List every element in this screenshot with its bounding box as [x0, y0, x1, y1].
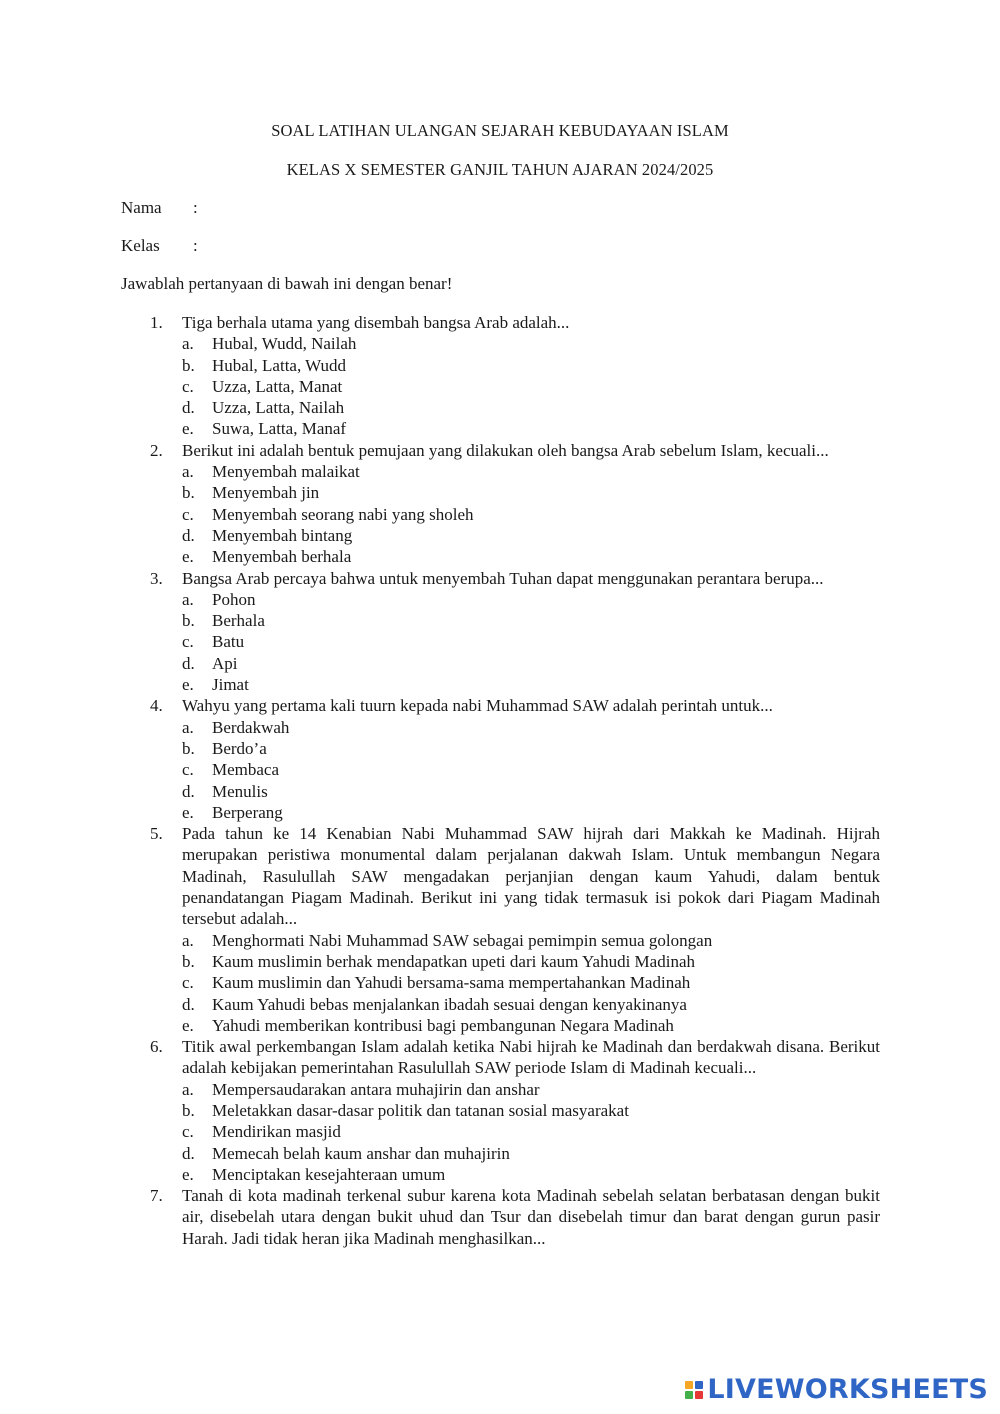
option-letter: e.: [182, 547, 194, 567]
option-letter: b.: [182, 1100, 195, 1120]
question-item: [150, 823, 880, 1036]
answer-option: [182, 333, 880, 354]
option-text: Berdo’a: [212, 738, 267, 758]
answer-option: [182, 1079, 880, 1100]
question-number: 3.: [150, 568, 163, 588]
option-text: Menyembah berhala: [212, 547, 352, 567]
answer-option: [182, 355, 880, 376]
option-list: [182, 1079, 880, 1185]
option-letter: b.: [182, 355, 195, 375]
question-text: Titik awal perkembangan Islam adalah ketika Nabi hijrah ke Madinah dan berdakwah disana. Berikut adalah kebijakan pemerintahan Rasulullah SAW periode Islam di Madinah kecuali...: [182, 1037, 880, 1078]
question-item: [150, 312, 880, 440]
option-letter: a.: [182, 589, 194, 609]
question-number: 5.: [150, 824, 163, 844]
option-letter: c.: [182, 632, 194, 652]
option-letter: d.: [182, 1143, 195, 1163]
answer-option: [182, 589, 880, 610]
question-text: Wahyu yang pertama kali tuurn kepada nabi Muhammad SAW adalah perintah untuk...: [182, 696, 773, 716]
nama-label: Nama: [121, 198, 162, 217]
option-letter: a.: [182, 717, 194, 737]
question-item: [150, 1036, 880, 1185]
option-text: Menyembah bintang: [212, 525, 353, 545]
answer-option: [182, 717, 880, 738]
option-text: Menciptakan kesejahteraan umum: [212, 1164, 446, 1184]
answer-option: [182, 504, 880, 525]
option-letter: b.: [182, 738, 195, 758]
option-list: [182, 717, 880, 823]
answer-option: [182, 951, 880, 972]
option-text: Berperang: [212, 802, 283, 822]
option-letter: c.: [182, 376, 194, 396]
option-text: Hubal, Wudd, Nailah: [212, 334, 357, 354]
option-text: Meletakkan dasar-dasar politik dan tatanan sosial masyarakat: [212, 1100, 629, 1120]
option-letter: a.: [182, 930, 194, 950]
option-text: Kaum Yahudi bebas menjalankan ibadah sesuai dengan kenyakinanya: [212, 994, 687, 1014]
option-letter: e.: [182, 419, 194, 439]
option-text: Uzza, Latta, Manat: [212, 376, 343, 396]
answer-option: [182, 1143, 880, 1164]
option-letter: e.: [182, 1015, 194, 1035]
option-letter: d.: [182, 653, 195, 673]
option-list: [182, 589, 880, 695]
option-text: Yahudi memberikan kontribusi bagi pembangunan Negara Madinah: [212, 1015, 674, 1035]
question-list: [150, 312, 880, 1249]
option-text: Kaum muslimin berhak mendapatkan upeti dari kaum Yahudi Madinah: [212, 951, 695, 971]
question-text: Pada tahun ke 14 Kenabian Nabi Muhammad SAW hijrah dari Makkah ke Madinah. Hijrah merupakan peristiwa monumental dalam perjalanan dakwah Islam. Untuk membangun Negara Madinah, Rasulullah SAW mengadakan perjanjian dengan kaum Yahudi, dalam bentuk penandatangan Piagam Madinah. Berikut ini yang tidak termasuk isi pokok dari Piagam Madinah tersebut adalah...: [182, 824, 880, 929]
answer-option: [182, 1164, 880, 1185]
option-text: Batu: [212, 632, 245, 652]
answer-option: [182, 1015, 880, 1036]
answer-option: [182, 759, 880, 780]
option-letter: d.: [182, 525, 195, 545]
option-letter: e.: [182, 802, 194, 822]
option-letter: c.: [182, 1122, 194, 1142]
option-text: Mendirikan masjid: [212, 1122, 341, 1142]
option-letter: d.: [182, 398, 195, 418]
option-text: Pohon: [212, 589, 256, 609]
question-number: 4.: [150, 696, 163, 716]
option-text: Api: [212, 653, 238, 673]
option-text: Menyembah seorang nabi yang sholeh: [212, 504, 474, 524]
option-text: Memecah belah kaum anshar dan muhajirin: [212, 1143, 510, 1163]
option-list: [182, 930, 880, 1036]
option-text: Jimat: [212, 675, 249, 695]
option-text: Membaca: [212, 760, 280, 780]
watermark-text: LIVEWORKSHEETS: [707, 1374, 988, 1405]
kelas-label: Kelas: [121, 236, 160, 255]
question-number: 1.: [150, 313, 163, 332]
question-item: [150, 695, 880, 823]
option-letter: e.: [182, 1164, 194, 1184]
answer-option: [182, 674, 880, 695]
option-letter: a.: [182, 1079, 194, 1099]
question-number: 6.: [150, 1037, 163, 1057]
question-item: [150, 1185, 880, 1249]
answer-option: [182, 802, 880, 823]
answer-option: [182, 376, 880, 397]
page-subtitle: KELAS X SEMESTER GANJIL TAHUN AJARAN 2024/2025: [286, 160, 714, 179]
question-text: Tanah di kota madinah terkenal subur karena kota Madinah sebelah selatan berbatasan dengan bukit air, disebelah utara dengan bukit uhud dan Tsur dan disebelah timur dan barat dengan gurun pasir Harah. Jadi tidak heran jika Madinah menghasilkan...: [182, 1186, 880, 1248]
answer-option: [182, 930, 880, 951]
answer-option: [182, 610, 880, 631]
option-text: Menyembah jin: [212, 483, 320, 503]
option-text: Menghormati Nabi Muhammad SAW sebagai pemimpin semua golongan: [212, 930, 713, 950]
answer-option: [182, 653, 880, 674]
question-number: 2.: [150, 440, 163, 460]
answer-option: [182, 781, 880, 802]
question-text: Berikut ini adalah bentuk pemujaan yang dilakukan oleh bangsa Arab sebelum Islam, kecuali...: [182, 440, 829, 460]
option-letter: b.: [182, 951, 195, 971]
option-list: [182, 461, 880, 567]
answer-option: [182, 397, 880, 418]
option-letter: e.: [182, 675, 194, 695]
option-letter: b.: [182, 611, 195, 631]
answer-option: [182, 1121, 880, 1142]
instruction: Jawablah pertanyaan di bawah ini dengan benar!: [121, 274, 453, 293]
option-text: Berdakwah: [212, 717, 290, 737]
option-text: Menyembah malaikat: [212, 462, 360, 482]
answer-option: [182, 1100, 880, 1121]
question-text: Bangsa Arab percaya bahwa untuk menyembah Tuhan dapat menggunakan perantara berupa...: [182, 568, 824, 588]
nama-separator: :: [193, 198, 198, 217]
option-letter: a.: [182, 334, 194, 354]
answer-option: [182, 738, 880, 759]
question-item: [150, 568, 880, 696]
option-text: Hubal, Latta, Wudd: [212, 355, 347, 375]
option-letter: b.: [182, 483, 195, 503]
option-letter: d.: [182, 994, 195, 1014]
question-text: Tiga berhala utama yang disembah bangsa Arab adalah...: [182, 313, 570, 332]
option-text: Berhala: [212, 611, 265, 631]
option-text: Menulis: [212, 781, 268, 801]
option-text: Kaum muslimin dan Yahudi bersama-sama mempertahankan Madinah: [212, 973, 691, 993]
option-text: Uzza, Latta, Nailah: [212, 398, 345, 418]
kelas-separator: :: [193, 236, 198, 255]
answer-option: [182, 461, 880, 482]
option-letter: c.: [182, 760, 194, 780]
nama-field: [121, 198, 198, 218]
option-letter: c.: [182, 973, 194, 993]
page-title: SOAL LATIHAN ULANGAN SEJARAH KEBUDAYAAN ISLAM: [271, 121, 729, 140]
answer-option: [182, 482, 880, 503]
question-item: [150, 440, 880, 568]
option-letter: d.: [182, 781, 195, 801]
answer-option: [182, 631, 880, 652]
liveworksheets-logo: [685, 1374, 988, 1405]
kelas-field: [121, 236, 198, 256]
option-text: Mempersaudarakan antara muhajirin dan anshar: [212, 1079, 540, 1099]
answer-option: [182, 418, 880, 439]
question-number: 7.: [150, 1186, 163, 1206]
answer-option: [182, 525, 880, 546]
answer-option: [182, 546, 880, 567]
answer-option: [182, 972, 880, 993]
liveworksheets-logo-icon: [685, 1381, 703, 1399]
option-letter: a.: [182, 462, 194, 482]
answer-option: [182, 994, 880, 1015]
option-list: [182, 333, 880, 439]
option-letter: c.: [182, 504, 194, 524]
option-text: Suwa, Latta, Manaf: [212, 419, 347, 439]
